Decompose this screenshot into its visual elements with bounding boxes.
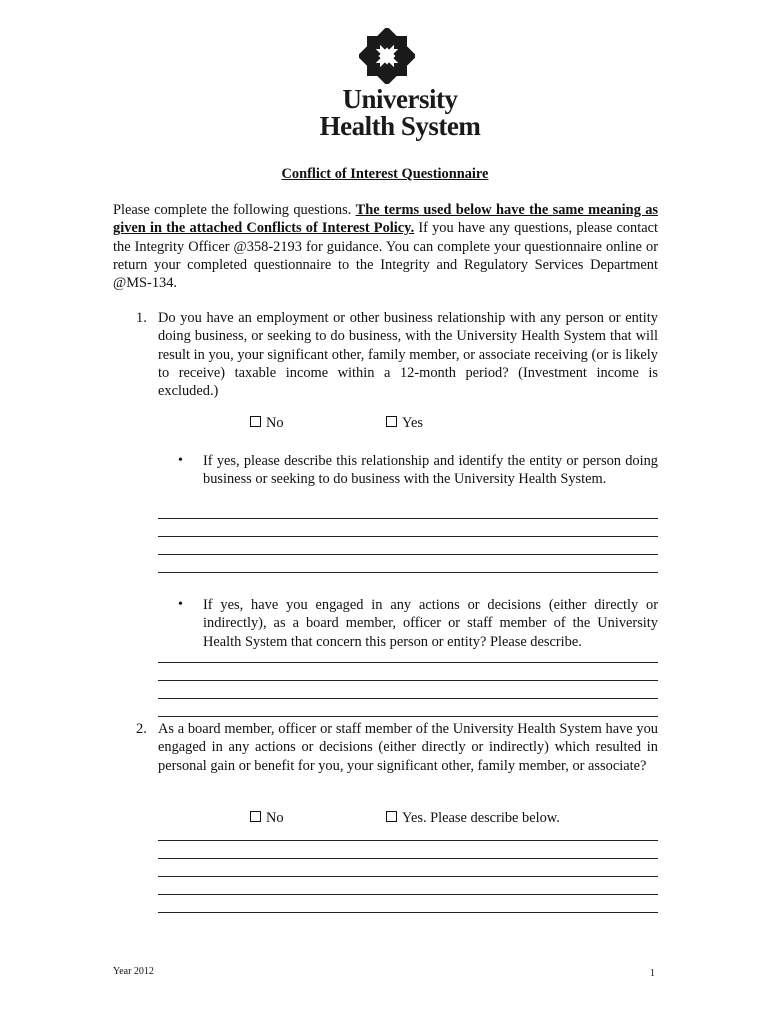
q1-no-option[interactable]	[250, 414, 284, 432]
q1-sub1-answer-line-4[interactable]	[158, 572, 658, 573]
question-1-number: 1.	[136, 310, 147, 326]
q1-sub2-answer-line-1[interactable]	[158, 662, 658, 663]
intro-text-end: If you have any questions, please contact the Integrity Officer @358-2193 for guidance. You can complete your questionnaire online or return your completed questionnaire to the Integrity and Regulatory Services Department @MS-134.	[113, 220, 658, 292]
question-2-number: 2.	[136, 721, 147, 737]
q2-no-option[interactable]	[250, 809, 284, 827]
star-cross-logo-icon	[359, 28, 415, 84]
q2-answer-line-2[interactable]	[158, 858, 658, 859]
q1-subquestion-2: If yes, have you engaged in any actions or decisions (either directly or indirectly), as a board member, officer or staff member of the University Health System that concern this person or entity? Please describe.	[203, 597, 658, 650]
intro-paragraph	[113, 201, 658, 292]
q1-yes-checkbox[interactable]	[386, 416, 397, 427]
q1-no-label: No	[266, 415, 284, 431]
q1-yes-label: Yes	[402, 415, 423, 431]
q2-answer-line-1[interactable]	[158, 840, 658, 841]
bullet-icon: •	[178, 453, 183, 468]
q2-no-checkbox[interactable]	[250, 811, 261, 822]
org-name-line2: Health System	[319, 111, 481, 141]
q1-sub2-answer-line-2[interactable]	[158, 680, 658, 681]
q2-yes-option[interactable]	[386, 809, 560, 827]
q2-yes-checkbox[interactable]	[386, 811, 397, 822]
q1-sub1-answer-line-2[interactable]	[158, 536, 658, 537]
q1-subquestion-1: If yes, please describe this relationship and identify the entity or person doing business or seeking to do business with the University Health System.	[203, 453, 658, 488]
intro-policy-emphasis: The terms used below have the same meaning as given in the attached Conflicts of Interest Policy.	[113, 202, 658, 237]
intro-text-start: Please complete the following questions.	[113, 202, 356, 218]
question-2-text: As a board member, officer or staff member of the University Health System have you engaged in any actions or decisions (either directly or indirectly) which resulted in personal gain or benefit for you, your significant other, family member, or associate?	[158, 721, 658, 774]
q2-answer-line-4[interactable]	[158, 894, 658, 895]
page-number: 1	[650, 968, 655, 979]
footer-year: Year 2012	[113, 966, 154, 977]
org-name-line1: University	[342, 84, 458, 114]
document-title: Conflict of Interest Questionnaire	[281, 166, 489, 182]
q2-yes-label: Yes. Please describe below.	[402, 810, 560, 826]
q1-sub2-answer-line-3[interactable]	[158, 698, 658, 699]
q1-sub1-answer-line-3[interactable]	[158, 554, 658, 555]
q2-answer-line-5[interactable]	[158, 912, 658, 913]
bullet-icon: •	[178, 597, 183, 612]
question-1-text: Do you have an employment or other business relationship with any person or entity doing business, or seeking to do business, with the University Health System that will result in you, your significant other, family member, or associate receiving (or is likely to receive) taxable income within a 12-month period? (Investment income is excluded.)	[158, 310, 658, 400]
q1-sub2-answer-line-4[interactable]	[158, 716, 658, 717]
q1-no-checkbox[interactable]	[250, 416, 261, 427]
q1-yes-option[interactable]	[386, 414, 423, 432]
q2-answer-line-3[interactable]	[158, 876, 658, 877]
q2-no-label: No	[266, 810, 284, 826]
organization-name	[260, 86, 540, 140]
q1-sub1-answer-line-1[interactable]	[158, 518, 658, 519]
